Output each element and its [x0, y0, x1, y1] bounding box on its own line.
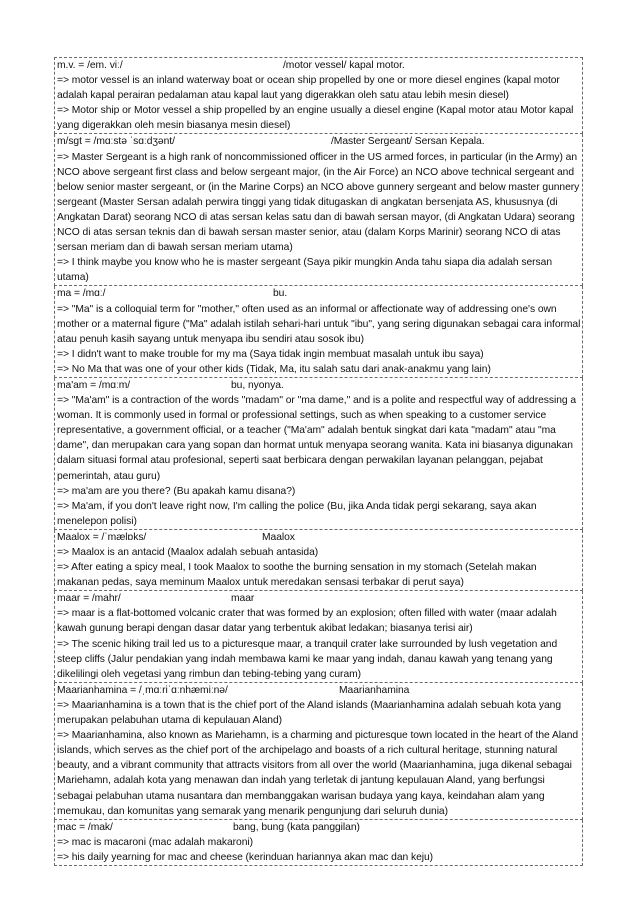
meaning: /motor vessel/ kapal motor.	[283, 60, 405, 71]
meaning: bu, nyonya.	[231, 379, 284, 391]
meaning: bang, bung (kata panggilan)	[233, 821, 360, 833]
example-line: => Maarianhamina is a town that is the chief port of the Aland islands (Maarianhamina adalah sebuah kota yang merupakan pelabuhan utama di kepulauan Aland)	[57, 699, 561, 727]
headword: m.v. = /em. viː/	[57, 60, 123, 71]
entry-mv	[54, 57, 583, 134]
meaning: Maalox	[262, 531, 295, 543]
example-line: => "Ma'am" is a contraction of the words "madam" or "ma dame," and is a polite and respectful way of addressing a woman. It is commonly used in formal or professional settings, such as when speaking to a customer service representative, a government official, or a teacher ("Ma'am" adalah bentuk singkat dari kata "madam" atau "ma dame", dan merupakan cara yang sopan dan hormat untuk menyapa seorang wanita. Kata ini biasanya digunakan dalam situasi formal atau profesional, seperti saat berbicara dengan perwakilan layanan pelanggan, pejabat pemerintah, atau guru)	[57, 395, 577, 482]
example-line: => Maarianhamina, also known as Mariehamn, is a charming and picturesque town located in the heart of the Aland islands, which serves as the chief port of the archipelago and boasts of a rich cultural heritage, stunning natural beauty, and a vibrant community that attracts visitors from all over the world (Maarianhamina, juga dikenal sebagai Mariehamn, adalah kota yang menawan dan indah yang terletak di jantung kepulauan Aland, yang berfungsi sebagai pelabuhan utama nusantara dan membanggakan warisan budaya yang kaya, keindahan alam yang memukau, dan komunitas yang semarak yang menarik pengunjung dari seluruh dunia)	[57, 730, 579, 817]
dictionary-page	[54, 57, 583, 866]
entry-ma	[54, 286, 583, 378]
example-line: => maar is a flat-bottomed volcanic crater that was formed by an explosion; often filled with water (maar adalah kawah gunung berapi dengan dasar datar yang terbentuk akibat ledakan; biasanya terisi air)	[57, 608, 557, 635]
example-line: => Motor ship or Motor vessel a ship propelled by an engine usually a diesel engine (Kapal motor atau Motor kapal yang digerakkan oleh mesin biasanya mesin diesel)	[57, 105, 574, 132]
entry-msgt	[54, 134, 583, 286]
example-line: => "Ma" is a colloquial term for "mother," often used as an informal or affectionate way of addressing one's own mother or a maternal figure ("Ma" adalah istilah sehari-hari untuk "ibu", yang sering digunakan sebagai cara informal atau penuh kasih sayang untuk menyapa ibu sendiri atau sosok ibu)	[57, 303, 581, 345]
example-line: => I didn't want to make trouble for my ma (Saya tidak ingin membuat masalah untuk ibu saya)	[57, 348, 484, 360]
example-line: => motor vessel is an inland waterway boat or ocean ship propelled by one or more diesel engines (kapal motor adalah kapal perairan pedalaman atau kapal laut yang digerakkan oleh satu atau lebih mesin diesel)	[57, 75, 560, 102]
entry-maalox	[54, 530, 583, 591]
headword: maar = /mahr/	[57, 593, 121, 605]
headword: ma'am = /mɑːm/	[57, 379, 131, 391]
meaning: bu.	[273, 288, 288, 300]
example-line: => his daily yearning for mac and cheese (kerinduan hariannya akan mac dan keju)	[57, 851, 434, 863]
example-line: => After eating a spicy meal, I took Maalox to soothe the burning sensation in my stomach (Setelah makan makanan pedas, saya meminum Maalox untuk meredakan sensasi terbakar di perut saya)	[57, 562, 537, 589]
example-line: => The scenic hiking trail led us to a picturesque maar, a tranquil crater lake surrounded by lush vegetation and steep cliffs (Jalur pendakian yang indah membawa kami ke maar yang indah, danau kawah yang tenang yang dikelilingi oleh vegetasi yang rimbun dan tebing-tebing yang curam)	[57, 638, 558, 680]
headword: Maarianhamina = /ˌmɑːriˈɑːnhæmiːnə/	[57, 684, 228, 696]
example-line: => Ma'am, if you don't leave right now, I'm calling the police (Bu, jika Anda tidak pergi sekarang, saya akan menelepon polisi)	[57, 500, 537, 527]
entry-maar	[54, 591, 583, 683]
example-line: => ma'am are you there? (Bu apakah kamu disana?)	[57, 485, 296, 497]
meaning: maar	[231, 593, 255, 605]
headword: mac = /mak/	[57, 821, 113, 833]
meaning: /Master Sergeant/ Sersan Kepala.	[331, 136, 485, 148]
headword: ma = /mɑː/	[57, 288, 106, 300]
headword: Maalox = /ˈmælɒks/	[57, 531, 147, 543]
entry-mac	[54, 820, 583, 866]
example-line: => Maalox is an antacid (Maalox adalah sebuah antasida)	[57, 547, 319, 558]
entry-maam	[54, 378, 583, 530]
entry-maarianhamina	[54, 683, 583, 820]
meaning: Maarianhamina	[339, 684, 410, 696]
example-line: => I think maybe you know who he is master sergeant (Saya pikir mungkin Anda tahu siapa dia adalah sersan utama)	[57, 257, 553, 284]
example-line: => mac is macaroni (mac adalah makaroni)	[57, 836, 254, 848]
example-line: => Master Sergeant is a high rank of noncommissioned officer in the US armed forces, in particular (in the Army) an NCO above sergeant first class and below sergeant major, (in the Air Force) an NCO above technical sergeant and below senior master sergeant, or (in the Marine Corps) an NCO above gunnery sergeant and below master gunnery sergeant (Master Sersan adalah perwira tinggi yang tidak ditugaskan di angkatan bersenjata AS, khususnya (di Angkatan Darat) seorang NCO di atas sersan kelas satu dan di bawah sersan mayor, (di Angkatan Udara) seorang NCO di atas sersan teknis dan di bawah sersan master senior, atau (dalam Korps Marinir) seorang NCO di atas sersan meriam dan di bawah sersan meriam utama)	[57, 151, 580, 254]
headword: m/sgt = /mɑːstə ˈsɑːdʒənt/	[57, 136, 175, 148]
example-line: => No Ma that was one of your other kids (Tidak, Ma, itu salah satu dari anak-anakmu yang lain)	[57, 363, 491, 375]
